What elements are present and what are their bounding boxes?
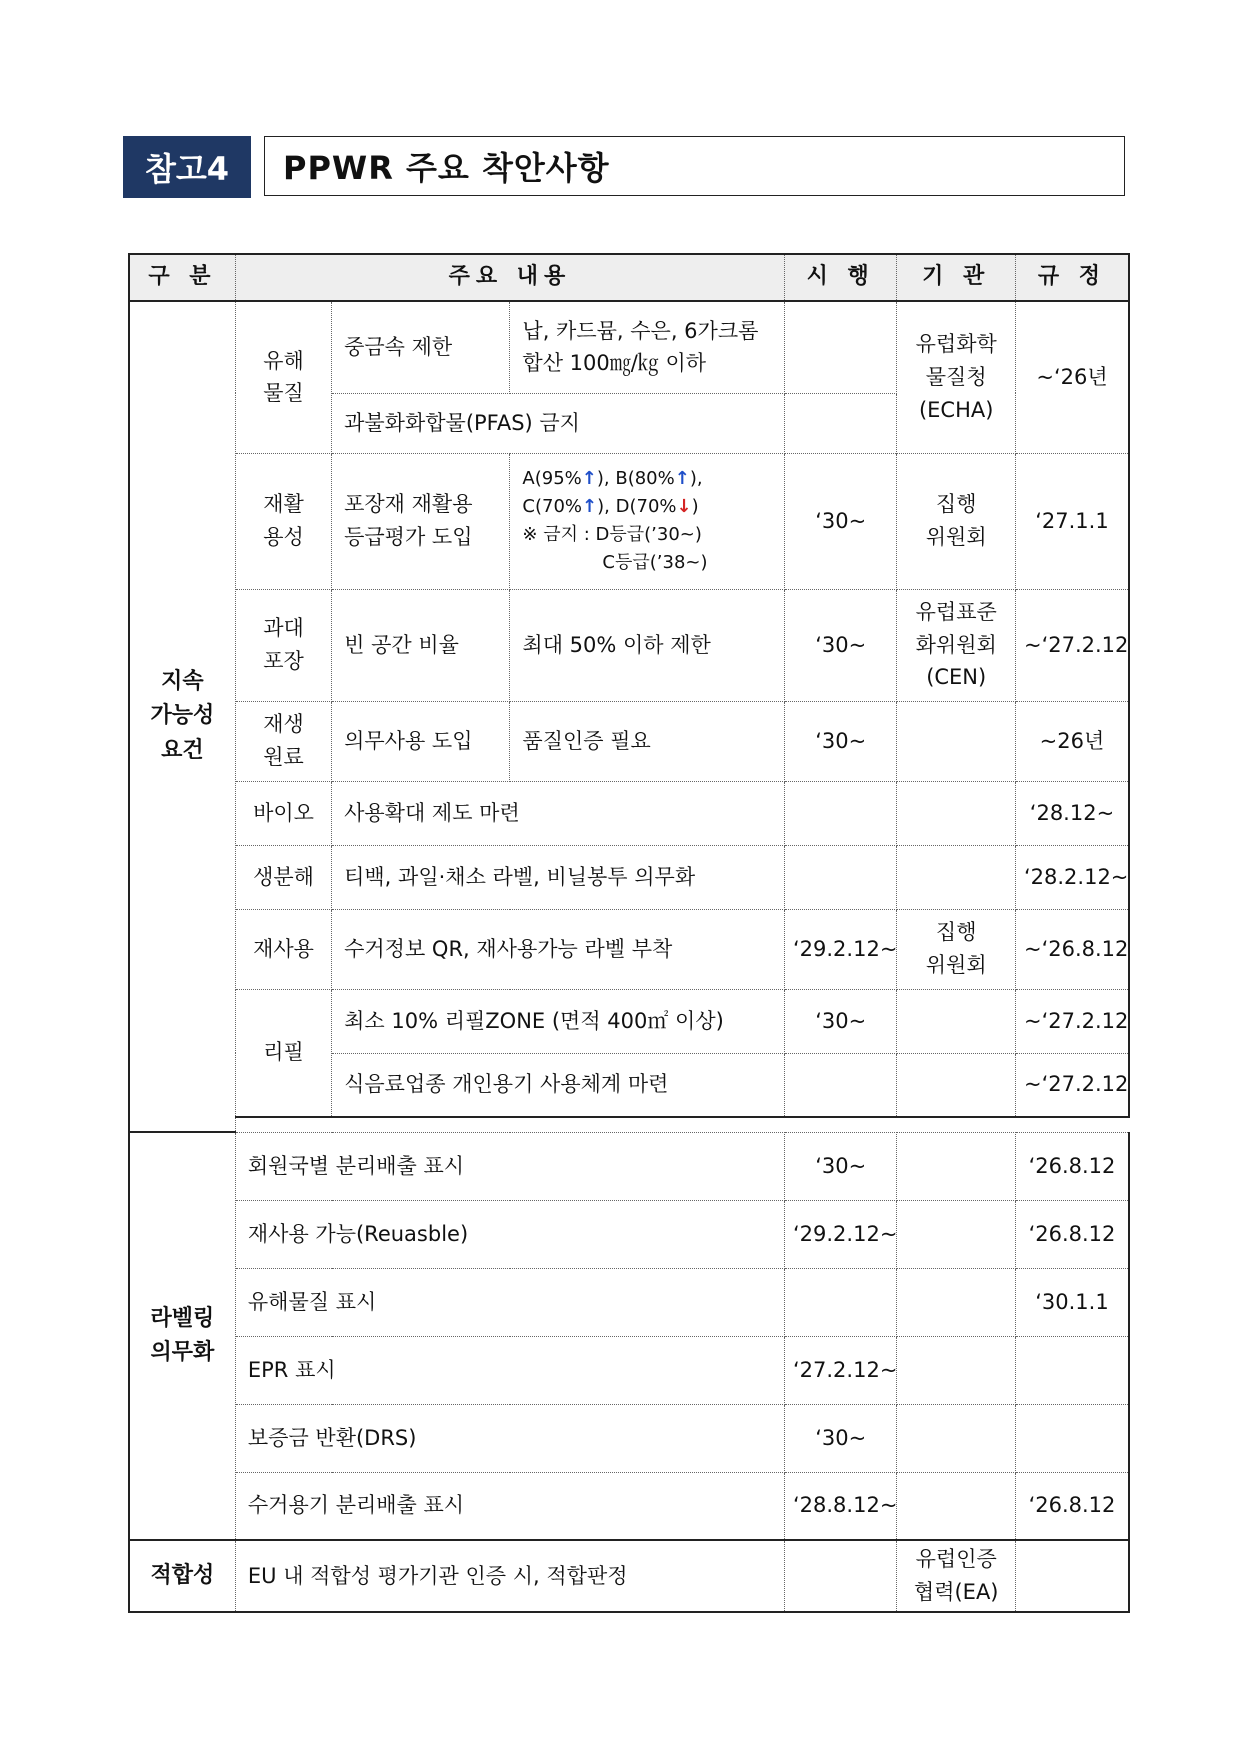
subcategory-reuse: 재사용 <box>235 909 331 989</box>
category-line: 가능성 <box>150 703 215 729</box>
ban-line-c: C등급(’38~) <box>602 551 708 573</box>
detail-heavy-metal: 납, 카드뮴, 수은, 6가크롬 합산 100㎎/㎏ 이하 <box>510 301 785 393</box>
regulation-recycled: ~26년 <box>1015 701 1129 781</box>
subcategory-recycled: 재생 원료 <box>235 701 331 781</box>
category-line: 요건 <box>161 737 204 763</box>
labeling-item: 보증금 반환(DRS) <box>235 1404 784 1472</box>
labeling-agency <box>897 1336 1016 1404</box>
agency-reuse: 집행 위원회 <box>897 909 1016 989</box>
labeling-regulation: ‘26.8.12 <box>1015 1200 1129 1268</box>
effective-recyclability: ‘30~ <box>784 453 896 589</box>
item-compostable: 티백, 과일·채소 라벨, 비닐봉투 의무화 <box>332 845 785 909</box>
grade-line-ab: A(95%↑), B(80%↑), <box>522 468 703 490</box>
labeling-item: EPR 표시 <box>235 1336 784 1404</box>
effective-heavy-metal <box>784 301 896 393</box>
labeling-effective <box>784 1268 896 1336</box>
subcategory-refill: 리필 <box>235 989 331 1117</box>
labeling-regulation <box>1015 1404 1129 1472</box>
agency-recycled <box>897 701 1016 781</box>
item-mandatory-use: 의무사용 도입 <box>332 701 510 781</box>
col-header-regulation: 규 정 <box>1015 254 1129 301</box>
agency-refill-zone <box>897 989 1016 1053</box>
labeling-item: 유해물질 표시 <box>235 1268 784 1336</box>
conformity-regulation <box>1015 1540 1129 1612</box>
labeling-effective: ‘28.8.12~ <box>784 1472 896 1540</box>
labeling-item: 재사용 가능(Reuasble) <box>235 1200 784 1268</box>
grade-line-cd: C(70%↑), D(70%↓) <box>522 496 699 518</box>
page-title: PPWR 주요 착안사항 <box>264 136 1125 196</box>
effective-reuse: ‘29.2.12~ <box>784 909 896 989</box>
regulation-overpacking: ~‘27.2.12 <box>1015 589 1129 701</box>
labeling-effective: ‘30~ <box>784 1132 896 1200</box>
arrow-down-icon: ↓ <box>676 496 692 518</box>
regulation-bio: ‘28.12~ <box>1015 781 1129 845</box>
col-header-category: 구 분 <box>129 254 235 301</box>
labeling-item: 회원국별 분리배출 표시 <box>235 1132 784 1200</box>
effective-bio <box>784 781 896 845</box>
regulation-personal-container: ~‘27.2.12 <box>1015 1053 1129 1117</box>
ppwr-table <box>128 253 1130 1613</box>
labeling-regulation: ‘26.8.12 <box>1015 1472 1129 1540</box>
item-heavy-metal: 중금속 제한 <box>332 301 510 393</box>
subcategory-hazardous: 유해 물질 <box>235 301 331 453</box>
labeling-regulation: ‘26.8.12 <box>1015 1132 1129 1200</box>
item-personal-container: 식음료업종 개인용기 사용체계 마련 <box>332 1053 785 1117</box>
category-conformity: 적합성 <box>129 1540 235 1612</box>
labeling-regulation <box>1015 1336 1129 1404</box>
col-header-content: 주요 내용 <box>235 254 784 301</box>
regulation-hazardous: ~‘26년 <box>1015 301 1129 453</box>
subcategory-compostable: 생분해 <box>235 845 331 909</box>
col-header-agency: 기 관 <box>897 254 1016 301</box>
conformity-item: EU 내 적합성 평가기관 인증 시, 적합판정 <box>235 1540 784 1612</box>
arrow-up-icon: ↑ <box>674 468 690 490</box>
labeling-effective: ‘30~ <box>784 1404 896 1472</box>
labeling-agency <box>897 1472 1016 1540</box>
arrow-up-icon: ↑ <box>582 496 598 518</box>
effective-personal-container <box>784 1053 896 1117</box>
effective-refill-zone: ‘30~ <box>784 989 896 1053</box>
category-line: 지속 <box>161 669 204 695</box>
agency-cen: 유럽표준 화위원회 (CEN) <box>897 589 1016 701</box>
effective-recycled: ‘30~ <box>784 701 896 781</box>
effective-pfas <box>784 393 896 453</box>
item-empty-space: 빈 공간 비율 <box>332 589 510 701</box>
detail-recyclability-grade <box>510 453 785 589</box>
agency-personal-container <box>897 1053 1016 1117</box>
reference-badge: 참고4 <box>123 136 251 198</box>
labeling-effective: ‘29.2.12~ <box>784 1200 896 1268</box>
subcategory-overpacking: 과대 포장 <box>235 589 331 701</box>
labeling-effective: ‘27.2.12~ <box>784 1336 896 1404</box>
labeling-item: 수거용기 분리배출 표시 <box>235 1472 784 1540</box>
labeling-agency <box>897 1132 1016 1200</box>
labeling-agency <box>897 1200 1016 1268</box>
agency-compostable <box>897 845 1016 909</box>
category-labeling: 라벨링 의무화 <box>129 1132 235 1540</box>
agency-bio <box>897 781 1016 845</box>
regulation-refill-zone: ~‘27.2.12 <box>1015 989 1129 1053</box>
labeling-regulation: ‘30.1.1 <box>1015 1268 1129 1336</box>
item-reuse: 수거정보 QR, 재사용가능 라벨 부착 <box>332 909 785 989</box>
agency-ea: 유럽인증 협력(EA) <box>897 1540 1016 1612</box>
labeling-agency <box>897 1404 1016 1472</box>
labeling-agency <box>897 1268 1016 1336</box>
conformity-effective <box>784 1540 896 1612</box>
item-refill-zone: 최소 10% 리필ZONE (면적 400㎡ 이상) <box>332 989 785 1053</box>
item-recyclability-grade: 포장재 재활용 등급평가 도입 <box>332 453 510 589</box>
regulation-reuse: ~‘26.8.12 <box>1015 909 1129 989</box>
detail-empty-space: 최대 50% 이하 제한 <box>510 589 785 701</box>
subcategory-bio: 바이오 <box>235 781 331 845</box>
agency-echa: 유럽화학 물질청 (ECHA) <box>897 301 1016 453</box>
effective-compostable <box>784 845 896 909</box>
category-sustainability <box>129 301 235 1132</box>
item-bio: 사용확대 제도 마련 <box>332 781 785 845</box>
detail-quality-cert: 품질인증 필요 <box>510 701 785 781</box>
regulation-compostable: ‘28.2.12~ <box>1015 845 1129 909</box>
col-header-effective: 시 행 <box>784 254 896 301</box>
ban-line-d: ※ 금지 : D등급(’30~) <box>522 524 702 545</box>
item-pfas: 과불화화합물(PFAS) 금지 <box>332 393 785 453</box>
arrow-up-icon: ↑ <box>581 468 597 490</box>
agency-recyclability: 집행 위원회 <box>897 453 1016 589</box>
effective-overpacking: ‘30~ <box>784 589 896 701</box>
title-row <box>123 136 1127 198</box>
regulation-recyclability: ‘27.1.1 <box>1015 453 1129 589</box>
subcategory-recyclability: 재활 용성 <box>235 453 331 589</box>
